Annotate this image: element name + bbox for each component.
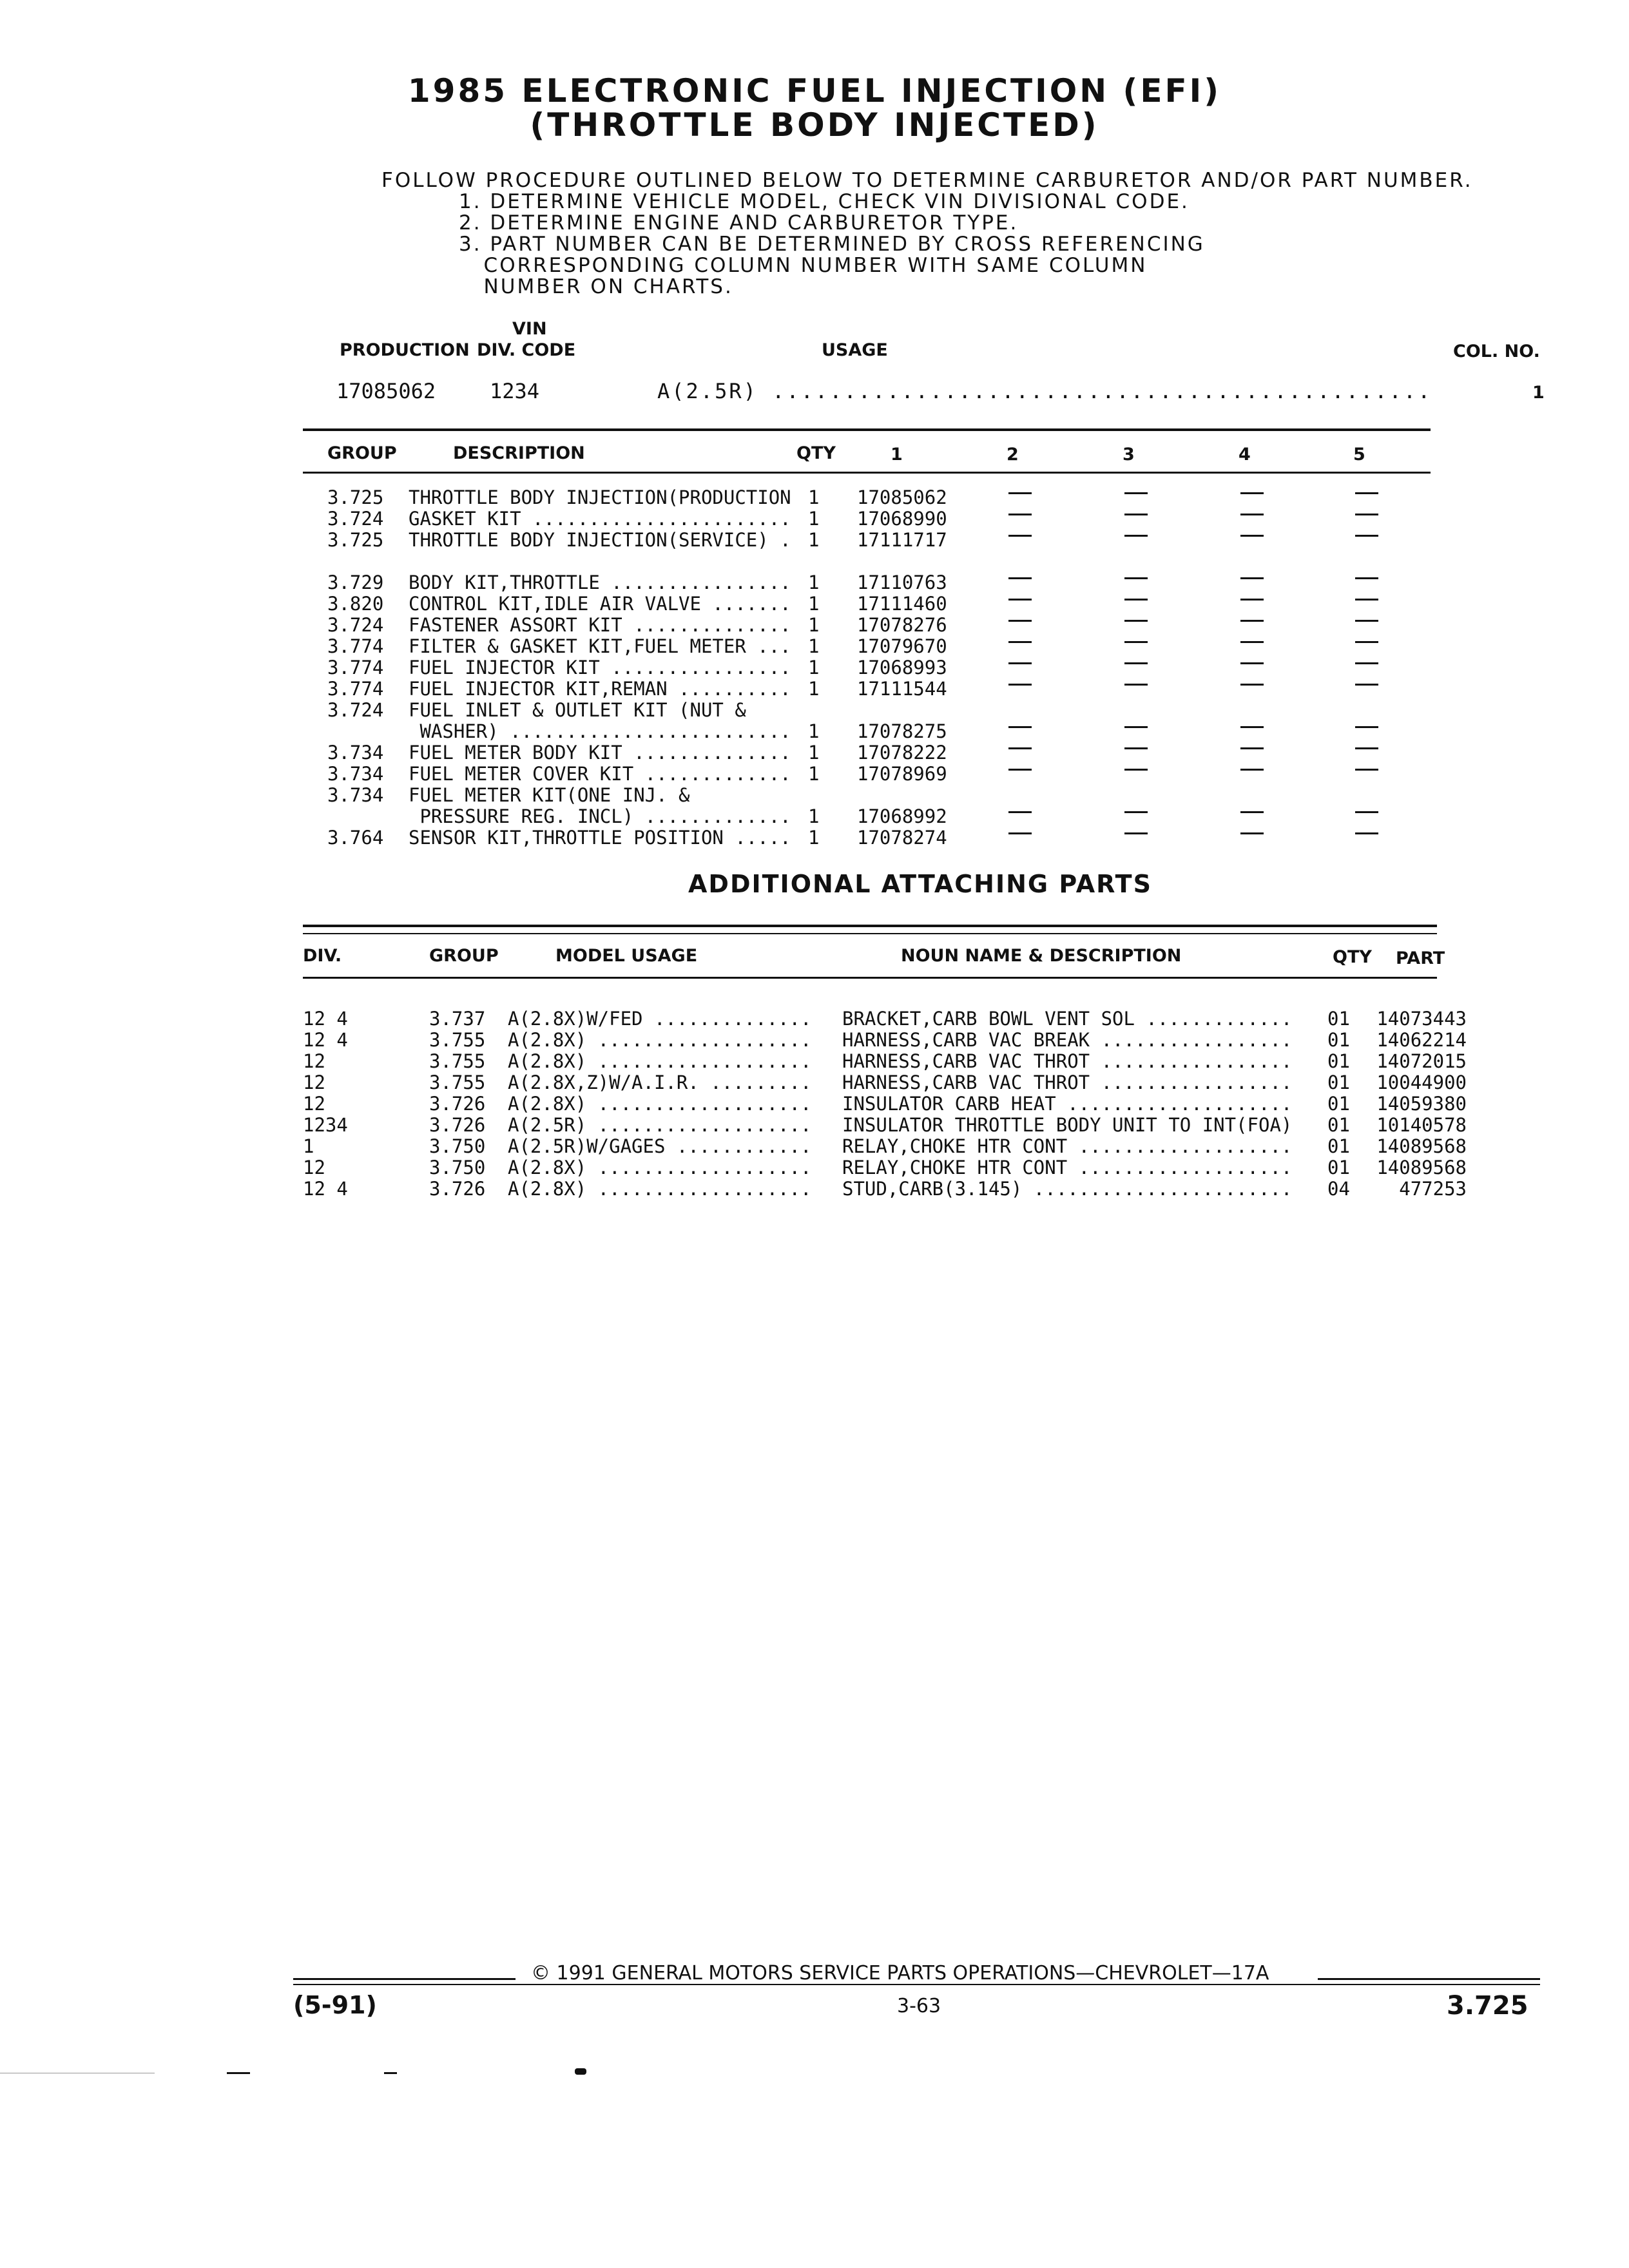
footer-rule-left <box>293 1978 516 1980</box>
part-number: 17068993 <box>857 657 947 678</box>
not-applicable-dash <box>1008 726 1032 728</box>
part-group: 3.820 <box>327 593 384 615</box>
not-applicable-dash <box>1240 747 1264 749</box>
not-applicable-dash <box>1240 620 1264 622</box>
scan-mark <box>227 2072 250 2074</box>
attach-qty: 01 <box>1327 1008 1350 1030</box>
not-applicable-dash <box>1008 769 1032 771</box>
not-applicable-dash <box>1008 747 1032 749</box>
footer-date: (5-91) <box>293 1991 377 2019</box>
attach-model-usage: A(2.8X)W/FED .............. <box>508 1008 812 1030</box>
part-group: 3.774 <box>327 678 384 700</box>
part-qty: 1 <box>808 529 820 551</box>
instruction-step: NUMBER ON CHARTS. <box>459 275 733 298</box>
not-applicable-dash <box>1355 832 1378 834</box>
attach-part-number: 14059380 <box>1376 1093 1467 1115</box>
not-applicable-dash <box>1124 514 1148 515</box>
part-number: 17111544 <box>857 678 947 700</box>
usage-header: USAGE <box>822 340 888 360</box>
attach-group: 3.750 <box>429 1157 486 1178</box>
parts-top-rule <box>303 428 1431 431</box>
not-applicable-dash <box>1008 599 1032 601</box>
parts-col-3-header: 3 <box>1123 445 1135 465</box>
not-applicable-dash <box>1008 684 1032 686</box>
attach-part-number: 14073443 <box>1376 1008 1467 1030</box>
page-title: 1985 ELECTRONIC FUEL INJECTION (EFI) <box>407 72 1222 110</box>
part-group: 3.774 <box>327 657 384 678</box>
part-qty: 1 <box>808 657 820 678</box>
attach-noun-description: BRACKET,CARB BOWL VENT SOL ............. <box>842 1008 1293 1030</box>
parts-description-header: DESCRIPTION <box>453 443 585 463</box>
usage-col: 1 <box>1532 383 1545 403</box>
additional-parts-title: ADDITIONAL ATTACHING PARTS <box>688 870 1152 898</box>
instruction-step: 1. DETERMINE VEHICLE MODEL, CHECK VIN DIVISIONAL CODE. <box>459 190 1190 213</box>
not-applicable-dash <box>1008 832 1032 834</box>
part-group: 3.725 <box>327 486 384 508</box>
part-qty: 1 <box>808 827 820 849</box>
attach-qty: 01 <box>1327 1029 1350 1051</box>
attach-qty: 01 <box>1327 1093 1350 1115</box>
not-applicable-dash <box>1240 599 1264 601</box>
attach-div: 12 <box>303 1050 325 1072</box>
part-number: 17110763 <box>857 572 947 593</box>
not-applicable-dash <box>1008 811 1032 813</box>
not-applicable-dash <box>1124 492 1148 494</box>
usage-model: A(2.5R) .............................................. <box>657 379 1432 403</box>
not-applicable-dash <box>1240 726 1264 728</box>
part-description: FUEL METER BODY KIT .............. <box>409 742 791 764</box>
part-group: 3.725 <box>327 529 384 551</box>
attach-part-number: 14062214 <box>1376 1029 1467 1051</box>
attach-div: 12 <box>303 1072 325 1093</box>
not-applicable-dash <box>1008 662 1032 664</box>
attach-model-usage: A(2.8X,Z)W/A.I.R. ......... <box>508 1072 812 1093</box>
part-description: SENSOR KIT,THROTTLE POSITION ..... <box>409 827 791 849</box>
instruction-step: CORRESPONDING COLUMN NUMBER WITH SAME COLUMN <box>459 254 1148 277</box>
not-applicable-dash <box>1240 577 1264 579</box>
not-applicable-dash <box>1008 492 1032 494</box>
page-subtitle: (THROTTLE BODY INJECTED) <box>530 106 1099 144</box>
not-applicable-dash <box>1240 811 1264 813</box>
attach-header-rule <box>303 977 1437 979</box>
part-description: FUEL METER COVER KIT ............. <box>409 763 791 785</box>
attach-part-number: 14072015 <box>1376 1050 1467 1072</box>
attach-top-rule-2 <box>303 933 1437 934</box>
not-applicable-dash <box>1355 535 1378 537</box>
attach-group: 3.737 <box>429 1008 486 1030</box>
not-applicable-dash <box>1124 577 1148 579</box>
part-number: 17078274 <box>857 827 947 849</box>
instruction-step: 2. DETERMINE ENGINE AND CARBURETOR TYPE. <box>459 211 1019 235</box>
part-description: THROTTLE BODY INJECTION(SERVICE) . <box>409 529 791 551</box>
not-applicable-dash <box>1124 662 1148 664</box>
part-description: FUEL INLET & OUTLET KIT (NUT & <box>409 699 746 721</box>
part-description: FUEL INJECTOR KIT ................ <box>409 657 791 678</box>
attach-noun-header: NOUN NAME & DESCRIPTION <box>901 946 1182 966</box>
part-group: 3.734 <box>327 784 384 806</box>
attach-div: 12 4 <box>303 1178 348 1200</box>
footer-rule-right <box>1318 1978 1540 1980</box>
attach-group: 3.755 <box>429 1072 486 1093</box>
production-header: PRODUCTION <box>340 340 470 360</box>
parts-qty-header: QTY <box>796 443 836 463</box>
attach-div-header: DIV. <box>303 946 342 966</box>
part-qty: 1 <box>808 678 820 700</box>
part-group: 3.724 <box>327 699 384 721</box>
not-applicable-dash <box>1124 535 1148 537</box>
not-applicable-dash <box>1124 599 1148 601</box>
attach-div: 12 <box>303 1157 325 1178</box>
footer-page-number: 3-63 <box>897 1995 941 2017</box>
not-applicable-dash <box>1355 811 1378 813</box>
attach-group: 3.726 <box>429 1093 486 1115</box>
part-qty: 1 <box>808 508 820 530</box>
part-description: FUEL METER KIT(ONE INJ. & <box>409 784 690 806</box>
parts-group-header: GROUP <box>327 443 397 463</box>
footer-copyright: © 1991 GENERAL MOTORS SERVICE PARTS OPERATIONS—CHEVROLET—17A <box>531 1962 1269 1984</box>
attach-part-number: 10044900 <box>1376 1072 1467 1093</box>
part-description: WASHER) ......................... <box>409 720 791 742</box>
not-applicable-dash <box>1355 769 1378 771</box>
parts-col-4-header: 4 <box>1239 445 1251 465</box>
col-no-header: COL. NO. <box>1453 341 1540 361</box>
part-group: 3.724 <box>327 614 384 636</box>
part-group: 3.764 <box>327 827 384 849</box>
attach-model-usage: A(2.5R)W/GAGES ............ <box>508 1135 812 1157</box>
attach-noun-description: INSULATOR CARB HEAT .................... <box>842 1093 1293 1115</box>
part-number: 17111460 <box>857 593 947 615</box>
part-description: FILTER & GASKET KIT,FUEL METER ... <box>409 635 791 657</box>
not-applicable-dash <box>1008 535 1032 537</box>
not-applicable-dash <box>1240 684 1264 686</box>
attach-qty: 01 <box>1327 1157 1350 1178</box>
part-qty: 1 <box>808 614 820 636</box>
attach-noun-description: STUD,CARB(3.145) ....................... <box>842 1178 1293 1200</box>
not-applicable-dash <box>1124 726 1148 728</box>
not-applicable-dash <box>1124 641 1148 643</box>
footer-section-number: 3.725 <box>1447 1991 1528 2021</box>
attach-group: 3.755 <box>429 1050 486 1072</box>
attach-group: 3.726 <box>429 1178 486 1200</box>
not-applicable-dash <box>1124 769 1148 771</box>
attach-part-number: 10140578 <box>1376 1114 1467 1136</box>
not-applicable-dash <box>1008 641 1032 643</box>
not-applicable-dash <box>1240 769 1264 771</box>
usage-div-code: 1234 <box>490 379 540 403</box>
parts-col-5-header: 5 <box>1353 445 1365 465</box>
not-applicable-dash <box>1008 577 1032 579</box>
attach-part-number: 477253 <box>1399 1178 1467 1200</box>
part-description: CONTROL KIT,IDLE AIR VALVE ....... <box>409 593 791 615</box>
attach-qty: 01 <box>1327 1114 1350 1136</box>
part-number: 17078969 <box>857 763 947 785</box>
not-applicable-dash <box>1008 514 1032 515</box>
not-applicable-dash <box>1240 535 1264 537</box>
part-group: 3.774 <box>327 635 384 657</box>
part-number: 17068992 <box>857 805 947 827</box>
instructions-intro: FOLLOW PROCEDURE OUTLINED BELOW TO DETERMINE CARBURETOR AND/OR PART NUMBER. <box>381 169 1473 192</box>
part-group: 3.724 <box>327 508 384 530</box>
attach-noun-description: RELAY,CHOKE HTR CONT ................... <box>842 1135 1293 1157</box>
not-applicable-dash <box>1124 747 1148 749</box>
part-qty: 1 <box>808 572 820 593</box>
scan-mark <box>575 2068 586 2075</box>
not-applicable-dash <box>1124 811 1148 813</box>
part-number: 17111717 <box>857 529 947 551</box>
part-number: 17085062 <box>857 486 947 508</box>
attach-model-usage: A(2.8X) ................... <box>508 1050 812 1072</box>
parts-col-1-header: 1 <box>891 445 903 465</box>
part-description: FUEL INJECTOR KIT,REMAN .......... <box>409 678 791 700</box>
attach-part-number: 14089568 <box>1376 1135 1467 1157</box>
attach-model-usage: A(2.8X) ................... <box>508 1093 812 1115</box>
attach-model-header: MODEL USAGE <box>555 946 698 966</box>
not-applicable-dash <box>1355 492 1378 494</box>
part-qty: 1 <box>808 742 820 764</box>
not-applicable-dash <box>1124 684 1148 686</box>
part-group: 3.734 <box>327 763 384 785</box>
instruction-step: 3. PART NUMBER CAN BE DETERMINED BY CROSS REFERENCING <box>459 233 1205 256</box>
attach-div: 1234 <box>303 1114 348 1136</box>
part-description: BODY KIT,THROTTLE ................ <box>409 572 791 593</box>
attach-qty: 01 <box>1327 1072 1350 1093</box>
part-description: THROTTLE BODY INJECTION(PRODUCTION <box>409 486 791 508</box>
attach-noun-description: HARNESS,CARB VAC BREAK ................. <box>842 1029 1293 1051</box>
attach-div: 1 <box>303 1135 314 1157</box>
attach-qty-header: QTY <box>1333 947 1372 967</box>
parts-col-2-header: 2 <box>1007 445 1019 465</box>
attach-noun-description: RELAY,CHOKE HTR CONT ................... <box>842 1157 1293 1178</box>
vin-header: VIN <box>512 319 547 339</box>
scan-mark <box>384 2072 397 2074</box>
not-applicable-dash <box>1355 662 1378 664</box>
not-applicable-dash <box>1240 662 1264 664</box>
attach-model-usage: A(2.5R) ................... <box>508 1114 812 1136</box>
usage-production: 17085062 <box>336 379 436 403</box>
not-applicable-dash <box>1355 747 1378 749</box>
not-applicable-dash <box>1240 832 1264 834</box>
attach-group-header: GROUP <box>429 946 499 966</box>
not-applicable-dash <box>1355 599 1378 601</box>
attach-qty: 04 <box>1327 1178 1350 1200</box>
attach-group: 3.726 <box>429 1114 486 1136</box>
part-qty: 1 <box>808 593 820 615</box>
not-applicable-dash <box>1355 641 1378 643</box>
attach-div: 12 4 <box>303 1008 348 1030</box>
part-number: 17078275 <box>857 720 947 742</box>
parts-header-rule <box>303 472 1431 474</box>
attach-qty: 01 <box>1327 1135 1350 1157</box>
part-qty: 1 <box>808 763 820 785</box>
not-applicable-dash <box>1240 514 1264 515</box>
part-description: FASTENER ASSORT KIT .............. <box>409 614 791 636</box>
part-qty: 1 <box>808 805 820 827</box>
attach-qty: 01 <box>1327 1050 1350 1072</box>
attach-top-rule <box>303 925 1437 927</box>
part-number: 17078222 <box>857 742 947 764</box>
attach-noun-description: INSULATOR THROTTLE BODY UNIT TO INT(FOA) <box>842 1114 1293 1136</box>
part-qty: 1 <box>808 635 820 657</box>
part-description: PRESSURE REG. INCL) ............. <box>409 805 791 827</box>
not-applicable-dash <box>1355 577 1378 579</box>
not-applicable-dash <box>1355 726 1378 728</box>
attach-model-usage: A(2.8X) ................... <box>508 1178 812 1200</box>
not-applicable-dash <box>1355 684 1378 686</box>
not-applicable-dash <box>1240 492 1264 494</box>
part-number: 17079670 <box>857 635 947 657</box>
not-applicable-dash <box>1008 620 1032 622</box>
not-applicable-dash <box>1355 620 1378 622</box>
attach-div: 12 4 <box>303 1029 348 1051</box>
attach-model-usage: A(2.8X) ................... <box>508 1029 812 1051</box>
part-qty: 1 <box>808 486 820 508</box>
not-applicable-dash <box>1355 514 1378 515</box>
attach-noun-description: HARNESS,CARB VAC THROT ................. <box>842 1072 1293 1093</box>
part-group: 3.729 <box>327 572 384 593</box>
part-number: 17068990 <box>857 508 947 530</box>
attach-noun-description: HARNESS,CARB VAC THROT ................. <box>842 1050 1293 1072</box>
part-number: 17078276 <box>857 614 947 636</box>
not-applicable-dash <box>1124 832 1148 834</box>
not-applicable-dash <box>1240 641 1264 643</box>
attach-group: 3.755 <box>429 1029 486 1051</box>
attach-part-number: 14089568 <box>1376 1157 1467 1178</box>
div-code-header: DIV. CODE <box>477 340 576 360</box>
part-group: 3.734 <box>327 742 384 764</box>
attach-group: 3.750 <box>429 1135 486 1157</box>
attach-model-usage: A(2.8X) ................... <box>508 1157 812 1178</box>
attach-part-header: PART <box>1396 948 1445 968</box>
part-description: GASKET KIT ....................... <box>409 508 791 530</box>
part-qty: 1 <box>808 720 820 742</box>
not-applicable-dash <box>1124 620 1148 622</box>
attach-div: 12 <box>303 1093 325 1115</box>
